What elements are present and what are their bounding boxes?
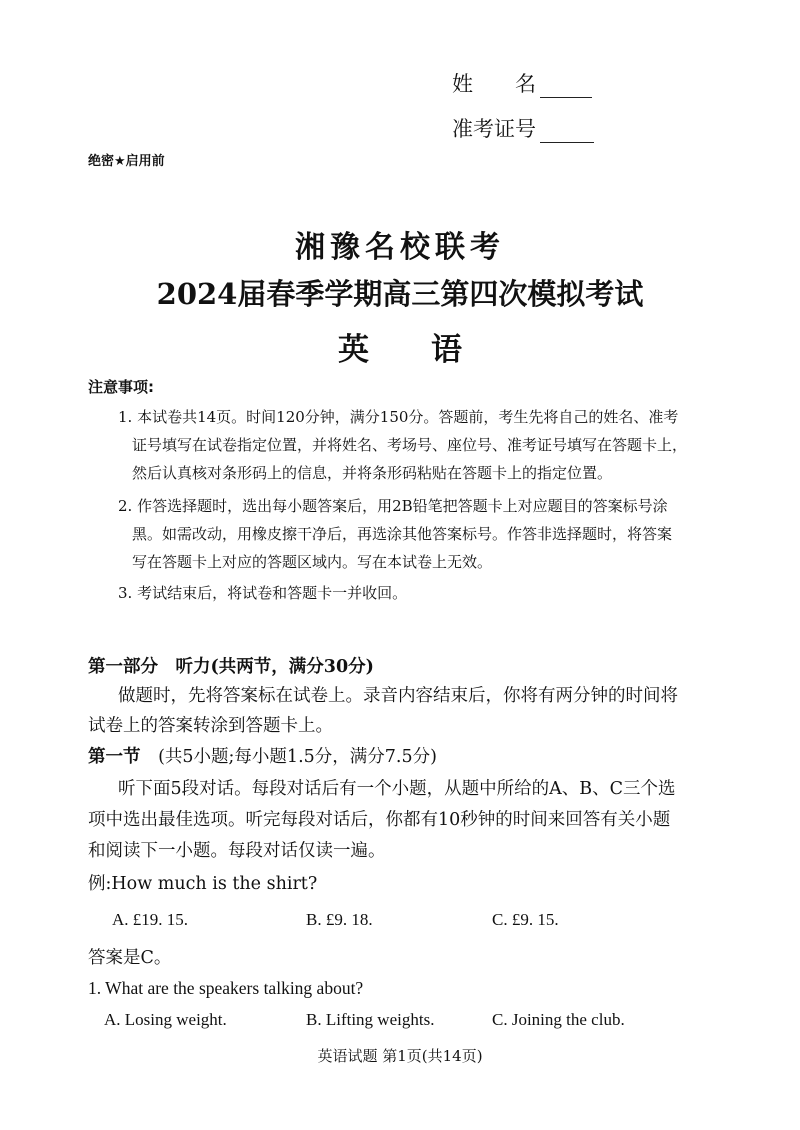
note-2-line-3: 写在答题卡上对应的答题区域内。写在本试卷上无效。: [132, 553, 493, 571]
part1-intro-line-2: 试卷上的答案转涂到答题卡上。: [88, 716, 333, 736]
question-1-text: 1. What are the speakers talking about?: [88, 978, 364, 998]
question-1-option-b: B. Lifting weights.: [306, 1010, 435, 1029]
note-3-line-1: 3. 考试结束后，将试卷和答题卡一并收回。: [118, 584, 408, 602]
exam-title: 2024届春季学期高三第四次模拟考试: [156, 277, 644, 311]
note-1-line-1: 1. 本试卷共14页。时间120分钟，满分150分。答题前，考生先将自己的姓名、准考: [118, 408, 679, 426]
note-1-line-3: 然后认真核对条形码上的信息，并将条形码粘贴在答题卡上的指定位置。: [132, 464, 613, 482]
section1-instruction-line-3: 和阅读下一小题。每段对话仅读一遍。: [88, 841, 386, 861]
question-1-option-a: A. Losing weight.: [104, 1010, 227, 1029]
exam-id-field: [452, 113, 594, 143]
section1-label: 第一节: [88, 747, 141, 767]
notes-heading: 注意事项:: [88, 378, 154, 396]
page-footer: 英语试题 第1页(共14页): [317, 1047, 483, 1065]
section1-instruction-line-1: 听下面5段对话。每段对话后有一个小题，从题中所给的A、B、C三个选: [118, 779, 676, 799]
part1-intro-line-1: 做题时，先将答案标在试卷上。录音内容结束后，你将有两分钟的时间将: [118, 686, 678, 706]
note-2-line-1: 2. 作答选择题时，选出每小题答案后，用2B铅笔把答题卡上对应题目的答案标号涂: [118, 497, 668, 515]
subject-title: 英 语: [338, 332, 462, 368]
example-option-c: C. £9. 15.: [492, 910, 559, 929]
note-2-line-2: 黑。如需改动，用橡皮擦干净后，再选涂其他答案标号。作答非选择题时，将答案: [132, 525, 673, 543]
exam-id-label: 准考证号: [452, 117, 536, 141]
note-1-line-2: 证号填写在试卷指定位置，并将姓名、考场号、座位号、准考证号填写在答题卡上，: [132, 436, 688, 454]
confidential-mark: 绝密★启用前: [88, 154, 165, 169]
exam-union-title: 湘豫名校联考: [295, 230, 505, 265]
example-option-b: B. £9. 18.: [306, 910, 373, 929]
question-1-option-c: C. Joining the club.: [492, 1010, 625, 1029]
example-answer: 答案是C。: [88, 948, 172, 968]
name-field: [452, 68, 592, 98]
exam-id-blank: [540, 124, 594, 143]
example-option-a: A. £19. 15.: [112, 910, 189, 929]
section1-instruction-line-2: 项中选出最佳选项。听完每段对话后，你都有10秒钟的时间来回答有关小题: [88, 810, 671, 830]
section1-scoring: (共5小题;每小题1.5分，满分7.5分): [158, 747, 437, 767]
name-blank: [540, 79, 592, 98]
part1-heading: 第一部分 听力(共两节，满分30分): [88, 657, 374, 677]
section1-heading: [88, 743, 437, 768]
name-label: 姓 名: [452, 72, 536, 96]
example-question: 例:How much is the shirt?: [88, 874, 318, 894]
